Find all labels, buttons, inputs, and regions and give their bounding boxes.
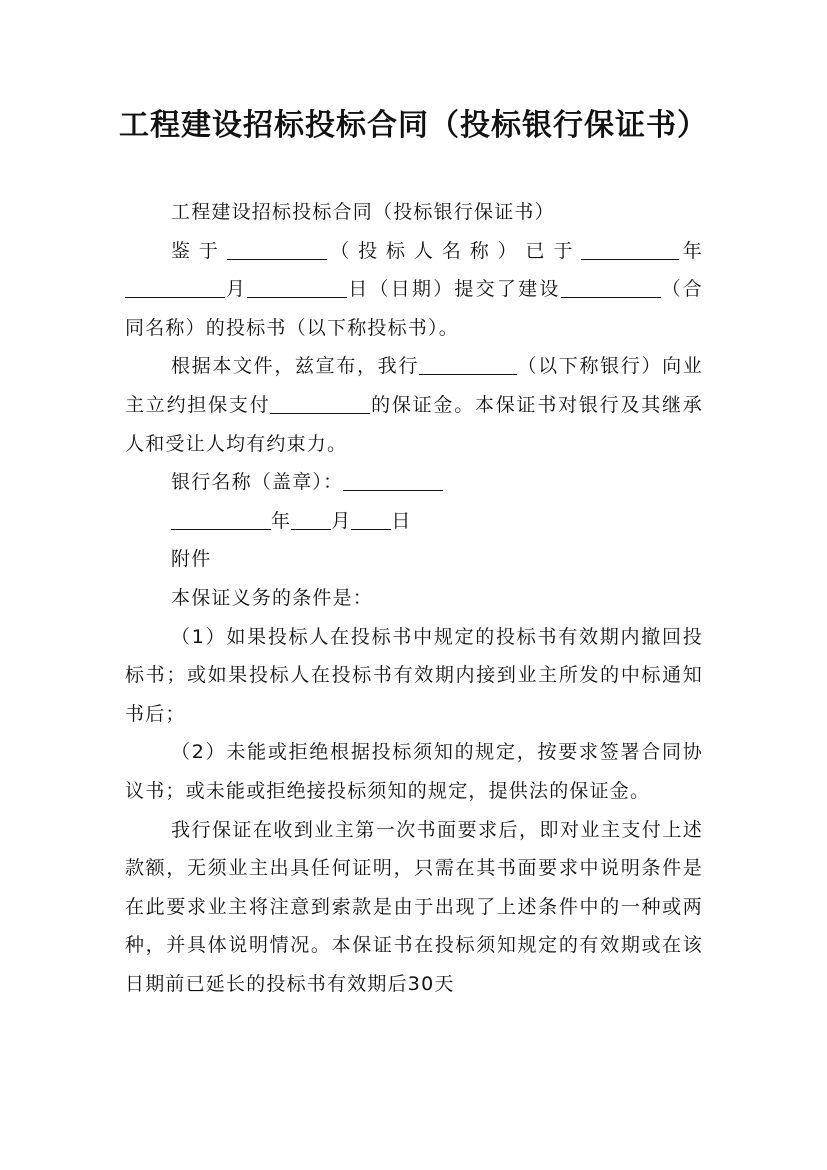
blank-date-day — [351, 507, 391, 530]
paragraph-submission — [125, 232, 703, 348]
paragraph-declaration — [125, 347, 703, 463]
condition-2: （2）未能或拒绝根据投标须知的规定，按要求签署合同协议书；或未能或拒绝接投标须知的规定，提供法的保证金。 — [125, 741, 703, 802]
blank-date-year — [171, 507, 271, 530]
document-title: 工程建设招标投标合同（投标银行保证书） — [119, 108, 708, 143]
attachment-heading: 附件 — [171, 548, 212, 571]
blank-bank-name — [419, 352, 517, 375]
p1-text-b: （投标人名称）已于 — [326, 239, 582, 262]
conditions-intro: 本保证义务的条件是： — [171, 586, 374, 609]
blank-bank-seal — [343, 468, 443, 491]
p2-text-c: 的保证金。本保证书对银行及其继承人和受让人均有约束力。 — [125, 393, 704, 455]
bank-signature-line — [125, 463, 703, 502]
blank-date-month — [291, 507, 331, 530]
date-month-label: 月 — [331, 509, 352, 532]
p1-text-a: 鉴于 — [171, 239, 227, 262]
blank-contract-name — [561, 275, 661, 298]
bank-label: 银行名称（盖章）： — [171, 471, 344, 494]
p1-text-d: 月 — [225, 278, 248, 301]
blank-month — [247, 275, 347, 298]
blank-amount — [270, 391, 370, 414]
blank-year-cont — [125, 275, 225, 298]
date-year-label: 年 — [271, 509, 292, 532]
p2-text-b: （以下称银行）向业主立约担保支付 — [125, 355, 703, 416]
document-body — [125, 193, 703, 1003]
p2-text-a: 根据本文件，兹宣布，我行 — [171, 355, 419, 378]
condition-1: （1）如果投标人在投标书中规定的投标书有效期内撤回投标书；或如果投标人在投标书有效期内接到业主所发的中标通知书后； — [125, 625, 703, 725]
date-day-label: 日 — [391, 509, 412, 532]
paragraph-guarantee: 我行保证在收到业主第一次书面要求后，即对业主支付上述款额，无须业主出具任何证明，只需在其书面要求中说明条件是在此要求业主将注意到索款是由于出现了上述条件中的一种或两种，并具体说明情况。本保证书在投标须知规定的有效期或在该日期前已延长的投标书有效期后30天 — [125, 818, 703, 995]
blank-year — [581, 237, 679, 260]
date-line — [125, 502, 703, 541]
blank-bidder-name — [227, 237, 327, 260]
p1-text-c: 年 — [679, 239, 703, 262]
p1-text-e: 日（日期）提交了建设 — [347, 278, 561, 301]
p1-text-f: （合同名称）的投标书（以下称投标书）。 — [125, 278, 703, 339]
subtitle: 工程建设招标投标合同（投标银行保证书） — [171, 201, 555, 223]
